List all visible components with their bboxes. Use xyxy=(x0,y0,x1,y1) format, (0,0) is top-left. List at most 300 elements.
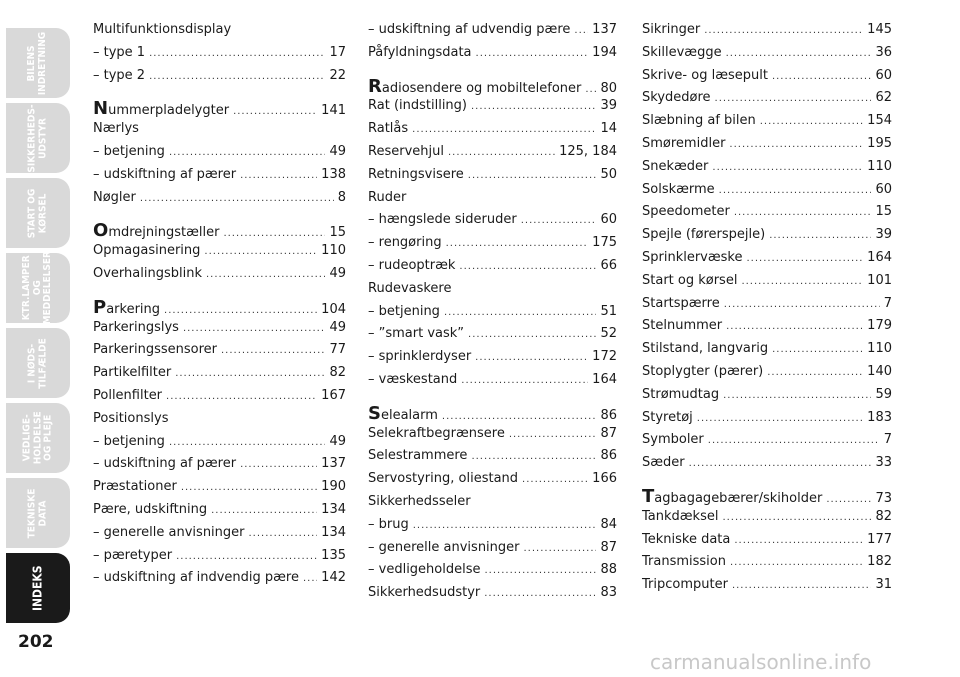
index-entry xyxy=(368,22,617,45)
index-entry xyxy=(368,121,617,144)
dot-leader xyxy=(772,71,872,82)
entry-page: 166 xyxy=(592,471,617,487)
entry-page: 194 xyxy=(592,44,617,60)
entry-text: Snekæder xyxy=(642,158,709,174)
entry-page: 82 xyxy=(875,508,892,524)
dot-leader xyxy=(746,253,863,264)
index-entry xyxy=(642,410,892,433)
entry-text: – hængslede sideruder xyxy=(368,212,517,228)
entry-page: 82 xyxy=(329,365,346,381)
entry-text: – betjening xyxy=(93,433,165,449)
entry-term xyxy=(93,190,136,205)
index-entry xyxy=(93,525,346,548)
dot-leader xyxy=(485,565,597,576)
index-entry xyxy=(642,159,892,182)
dot-leader xyxy=(176,551,317,562)
entry-term xyxy=(93,167,236,182)
entry-term xyxy=(368,121,408,136)
entry-text: Positionslys xyxy=(93,410,169,426)
entry-page: 134 xyxy=(321,524,346,540)
index-entry xyxy=(368,426,617,449)
entry-text: Nærlys xyxy=(93,121,139,137)
index-entry xyxy=(642,577,892,600)
entry-page: 179 xyxy=(867,318,892,334)
entry-term xyxy=(93,220,219,241)
entry-page: 60 xyxy=(875,181,892,197)
entry-text: adiosendere og mobiltelefoner xyxy=(381,80,582,96)
entry-text: elealarm xyxy=(380,407,438,423)
dot-leader xyxy=(249,528,318,539)
entry-text: Påfyldningsdata xyxy=(368,44,472,60)
entry-term xyxy=(642,273,737,288)
entry-text: Skillevægge xyxy=(642,44,722,60)
entry-term xyxy=(642,432,704,447)
dot-leader xyxy=(741,276,863,287)
dot-leader xyxy=(149,48,325,59)
section-tab[interactable] xyxy=(6,253,70,323)
entry-term xyxy=(368,585,480,600)
entry-page: 87 xyxy=(600,425,617,441)
entry-page: 36 xyxy=(875,44,892,60)
dot-leader xyxy=(729,139,863,150)
entry-text: ummerpladelygter xyxy=(108,103,230,119)
index-column-1 xyxy=(93,22,346,593)
dot-leader xyxy=(175,368,325,379)
dot-leader xyxy=(585,84,596,95)
section-tab[interactable] xyxy=(6,403,70,473)
index-entry xyxy=(368,403,617,426)
watermark: carmanualsonline.info xyxy=(650,650,872,674)
index-entry xyxy=(93,320,346,343)
entry-text: Servostyring, oliestand xyxy=(368,471,519,487)
entry-term xyxy=(368,562,481,577)
entry-text: Start og kørsel xyxy=(642,272,738,288)
dot-leader xyxy=(413,520,597,531)
entry-term xyxy=(642,486,822,507)
dot-leader xyxy=(697,413,863,424)
dot-leader xyxy=(233,106,317,117)
section-tab[interactable] xyxy=(6,28,70,98)
entry-page: 137 xyxy=(321,456,346,472)
entry-term xyxy=(93,266,202,281)
index-entry xyxy=(93,434,346,457)
dot-leader xyxy=(524,543,597,554)
index-entry xyxy=(368,471,617,494)
entry-page: 104 xyxy=(321,301,346,317)
entry-term xyxy=(93,22,231,37)
entry-page: 17 xyxy=(329,44,346,60)
entry-text: mdrejningstæller xyxy=(108,225,220,241)
entry-term xyxy=(368,448,467,463)
entry-text: Partikelfilter xyxy=(93,365,172,381)
dot-leader xyxy=(206,269,325,280)
entry-page: 183 xyxy=(867,409,892,425)
index-entry xyxy=(642,432,892,455)
entry-page: 84 xyxy=(600,516,617,532)
index-entry xyxy=(368,190,617,213)
entry-term xyxy=(368,190,406,205)
entry-term xyxy=(642,387,719,402)
index-entry xyxy=(642,296,892,319)
index-entry xyxy=(93,297,346,320)
index-column-2 xyxy=(368,22,617,608)
entry-text: – generelle anvisninger xyxy=(93,524,245,540)
dot-leader xyxy=(521,215,597,226)
dot-leader xyxy=(772,344,863,355)
section-tab-label: I NØDS- TILFÆLDE xyxy=(26,337,48,389)
index-entry xyxy=(642,113,892,136)
entry-text: – vedligeholdelse xyxy=(368,562,481,578)
entry-text: Retningsvisere xyxy=(368,166,464,182)
entry-text: – væskestand xyxy=(368,371,458,387)
dot-leader xyxy=(732,580,872,591)
entry-term xyxy=(368,349,471,364)
entry-page: 134 xyxy=(321,501,346,517)
entry-page: 110 xyxy=(867,158,892,174)
index-entry xyxy=(368,372,617,395)
entry-term xyxy=(642,22,700,37)
index-entry xyxy=(642,227,892,250)
entry-term xyxy=(93,342,217,357)
entry-text: Rat (indstilling) xyxy=(368,98,467,114)
entry-page: 190 xyxy=(321,479,346,495)
entry-text: Pollenfilter xyxy=(93,387,163,403)
dot-leader xyxy=(303,573,317,584)
section-tab-label: KTR.LAMPER OG MEDDELELSER xyxy=(21,251,54,325)
entry-page: 49 xyxy=(329,265,346,281)
section-tab-label: INDEKS xyxy=(30,565,45,611)
entry-term xyxy=(93,45,145,60)
entry-page: 182 xyxy=(867,554,892,570)
entry-term xyxy=(642,204,730,219)
entry-text: – ”smart vask” xyxy=(368,326,465,342)
entry-text: Transmission xyxy=(642,554,726,570)
entry-term xyxy=(368,22,570,37)
dot-leader xyxy=(181,482,317,493)
entry-page: 175 xyxy=(592,235,617,251)
index-entry xyxy=(368,304,617,327)
entry-page: 52 xyxy=(600,326,617,342)
entry-page: 110 xyxy=(867,341,892,357)
entry-text: Overhalingsblink xyxy=(93,265,202,281)
dot-leader xyxy=(442,411,597,422)
index-entry xyxy=(368,98,617,121)
index-entry xyxy=(93,456,346,479)
entry-term xyxy=(642,250,742,265)
index-entry xyxy=(368,517,617,540)
entry-text: – rudeoptræk xyxy=(368,257,456,273)
dot-leader xyxy=(724,299,880,310)
entry-text: agbagagebærer/skiholder xyxy=(654,490,823,506)
index-entry xyxy=(93,479,346,502)
entry-page: 39 xyxy=(600,98,617,114)
dot-leader xyxy=(712,162,863,173)
entry-page: 62 xyxy=(875,90,892,106)
dot-leader xyxy=(708,435,880,446)
index-entry xyxy=(368,562,617,585)
entry-term xyxy=(368,494,471,509)
entry-text: Sikkerhedsudstyr xyxy=(368,585,481,601)
index-entry xyxy=(368,235,617,258)
entry-term xyxy=(93,502,207,517)
entry-initial: R xyxy=(368,75,382,97)
dot-leader xyxy=(166,391,317,402)
dot-leader xyxy=(574,25,588,36)
index-entry xyxy=(642,364,892,387)
index-entry xyxy=(642,22,892,45)
entry-text: – udskiftning af pærer xyxy=(93,166,237,182)
index-entry xyxy=(642,509,892,532)
page-number: 202 xyxy=(18,632,54,652)
entry-initial: O xyxy=(93,220,109,242)
dot-leader xyxy=(476,48,589,59)
entry-page: 164 xyxy=(867,249,892,265)
entry-text: Selestrammere xyxy=(368,448,468,464)
entry-page: 22 xyxy=(329,67,346,83)
entry-term xyxy=(93,243,200,258)
entry-term xyxy=(642,577,728,592)
entry-text: Præstationer xyxy=(93,479,177,495)
entry-initial: N xyxy=(93,98,109,120)
entry-page: 137 xyxy=(592,22,617,37)
entry-text: arkering xyxy=(106,301,161,317)
entry-text: – generelle anvisninger xyxy=(368,539,520,555)
entry-text: – sprinklerdyser xyxy=(368,349,472,365)
entry-text: – udskiftning af pærer xyxy=(93,456,237,472)
entry-term xyxy=(93,479,177,494)
dot-leader xyxy=(723,390,871,401)
entry-page: 140 xyxy=(867,363,892,379)
dot-leader xyxy=(164,305,317,316)
dot-leader xyxy=(509,429,597,440)
entry-text: – betjening xyxy=(368,303,440,319)
entry-text: Parkeringssensorer xyxy=(93,342,217,358)
entry-term xyxy=(642,318,722,333)
entry-text: Parkeringslys xyxy=(93,319,179,335)
index-entry xyxy=(368,494,617,517)
index-column-3 xyxy=(642,22,892,600)
entry-term xyxy=(642,45,722,60)
section-tab-label: SIKKERHEDS- UDSTYR xyxy=(26,103,48,173)
dot-leader xyxy=(826,494,871,505)
dot-leader xyxy=(471,451,596,462)
entry-text: Multifunktionsdisplay xyxy=(93,22,232,37)
entry-term xyxy=(93,320,179,335)
section-tab[interactable] xyxy=(6,178,70,248)
section-tab[interactable] xyxy=(6,328,70,398)
entry-page: 8 xyxy=(337,189,346,205)
entry-term xyxy=(642,455,685,470)
index-entry xyxy=(93,144,346,167)
index-entry xyxy=(368,281,617,304)
entry-page: 60 xyxy=(600,212,617,228)
entry-term xyxy=(368,326,464,341)
section-tab[interactable] xyxy=(6,103,70,173)
dot-leader xyxy=(448,147,555,158)
entry-term xyxy=(368,235,442,250)
entry-text: Spejle (førerspejle) xyxy=(642,227,766,243)
index-entry xyxy=(368,167,617,190)
entry-page: 167 xyxy=(321,387,346,403)
entry-initial: T xyxy=(642,485,655,507)
entry-page: 86 xyxy=(600,448,617,464)
entry-text: Ratlås xyxy=(368,121,409,137)
dot-leader xyxy=(459,261,596,272)
entry-term xyxy=(368,403,438,424)
index-entry xyxy=(93,266,346,289)
entry-page: 172 xyxy=(592,349,617,365)
index-entry xyxy=(642,250,892,273)
entry-term xyxy=(642,182,715,197)
entry-text: – type 2 xyxy=(93,67,146,83)
index-entry xyxy=(642,486,892,509)
entry-page: 141 xyxy=(321,103,346,119)
entry-text: Stoplygter (pærer) xyxy=(642,363,764,379)
entry-page: 164 xyxy=(592,371,617,387)
dot-leader xyxy=(760,116,863,127)
entry-term xyxy=(368,76,581,97)
index-entry xyxy=(93,342,346,365)
dot-leader xyxy=(715,93,872,104)
dot-leader xyxy=(211,505,317,516)
dot-leader xyxy=(204,246,317,257)
index-entry xyxy=(642,68,892,91)
entry-term xyxy=(642,509,718,524)
entry-term xyxy=(642,90,711,105)
entry-page: 101 xyxy=(867,272,892,288)
entry-text: Sæder xyxy=(642,455,685,471)
index-entry xyxy=(93,220,346,243)
entry-term xyxy=(642,554,726,569)
entry-page: 135 xyxy=(321,547,346,563)
entry-term xyxy=(642,227,765,242)
index-entry xyxy=(368,45,617,68)
index-entry xyxy=(642,204,892,227)
entry-term xyxy=(642,159,708,174)
index-entry xyxy=(93,570,346,593)
entry-term xyxy=(642,364,763,379)
entry-initial: S xyxy=(368,402,381,424)
entry-term xyxy=(93,570,299,585)
entry-page: 39 xyxy=(875,227,892,243)
section-tab-label: TEKNISKE DATA xyxy=(26,488,48,538)
entry-page: 110 xyxy=(321,243,346,259)
entry-term xyxy=(368,258,455,273)
entry-text: – pæretyper xyxy=(93,547,173,563)
index-entry xyxy=(93,22,346,45)
entry-term xyxy=(642,532,730,547)
entry-term xyxy=(93,68,145,83)
dot-leader xyxy=(730,557,863,568)
entry-text: Skrive- og læsepult xyxy=(642,67,768,83)
section-tab-label: BILENS INDRETNING xyxy=(26,31,48,95)
entry-page: 88 xyxy=(600,562,617,578)
entry-page: 87 xyxy=(600,539,617,555)
entry-text: Slæbning af bilen xyxy=(642,113,756,129)
entry-text: Stilstand, langvarig xyxy=(642,341,769,357)
index-entry xyxy=(642,136,892,159)
index-entry xyxy=(368,448,617,471)
entry-text: Tekniske data xyxy=(642,531,731,547)
entry-page: 83 xyxy=(600,585,617,601)
dot-leader xyxy=(734,535,863,546)
entry-term xyxy=(93,297,160,318)
entry-text: Sikkerhedsseler xyxy=(368,493,471,509)
dot-leader xyxy=(468,170,597,181)
index-entry xyxy=(642,341,892,364)
entry-page: 77 xyxy=(329,342,346,358)
entry-term xyxy=(642,296,720,311)
entry-term xyxy=(93,548,172,563)
entry-term xyxy=(642,68,768,83)
dot-leader xyxy=(726,321,863,332)
entry-text: Tripcomputer xyxy=(642,577,728,593)
entry-page: 73 xyxy=(875,490,892,506)
entry-term xyxy=(93,388,162,403)
dot-leader xyxy=(522,474,588,485)
entry-text: Solskærme xyxy=(642,181,715,197)
entry-term xyxy=(93,98,229,119)
entry-page: 50 xyxy=(600,166,617,182)
entry-text: Nøgler xyxy=(93,189,136,205)
dot-leader xyxy=(726,48,872,59)
entry-page: 145 xyxy=(867,22,892,37)
entry-page: 14 xyxy=(600,121,617,137)
index-entry xyxy=(93,167,346,190)
entry-term xyxy=(368,540,520,555)
entry-term xyxy=(368,281,452,296)
entry-page: 15 xyxy=(875,204,892,220)
dot-leader xyxy=(719,185,872,196)
index-entry xyxy=(368,258,617,281)
index-entry xyxy=(368,76,617,99)
dot-leader xyxy=(169,147,326,158)
entry-page: 7 xyxy=(883,432,892,448)
dot-leader xyxy=(140,193,334,204)
entry-page: 31 xyxy=(875,577,892,593)
entry-term xyxy=(368,167,464,182)
entry-text: Sikringer xyxy=(642,22,701,37)
dot-leader xyxy=(446,238,589,249)
entry-term xyxy=(368,372,457,387)
dot-leader xyxy=(223,228,325,239)
entry-text: Skydedøre xyxy=(642,90,711,106)
entry-page: 125, 184 xyxy=(559,143,617,159)
section-tab[interactable] xyxy=(6,553,70,623)
entry-page: 154 xyxy=(867,113,892,129)
dot-leader xyxy=(461,375,588,386)
entry-page: 49 xyxy=(329,319,346,335)
entry-text: Ruder xyxy=(368,189,407,205)
entry-text: – rengøring xyxy=(368,235,442,251)
entry-term xyxy=(368,304,440,319)
entry-term xyxy=(93,434,165,449)
entry-term xyxy=(93,121,139,136)
index-entry xyxy=(93,502,346,525)
entry-text: Selekraftbegrænsere xyxy=(368,425,505,441)
section-tab[interactable] xyxy=(6,478,70,548)
entry-text: Reservehjul xyxy=(368,143,444,159)
entry-text: Pære, udskiftning xyxy=(93,501,208,517)
entry-text: – udskiftning af udvendig pære xyxy=(368,22,571,37)
index-entry xyxy=(368,349,617,372)
index-entry xyxy=(93,68,346,91)
dot-leader xyxy=(471,101,596,112)
entry-page: 49 xyxy=(329,433,346,449)
dot-leader xyxy=(444,307,597,318)
index-entry xyxy=(368,585,617,608)
entry-term xyxy=(368,144,444,159)
